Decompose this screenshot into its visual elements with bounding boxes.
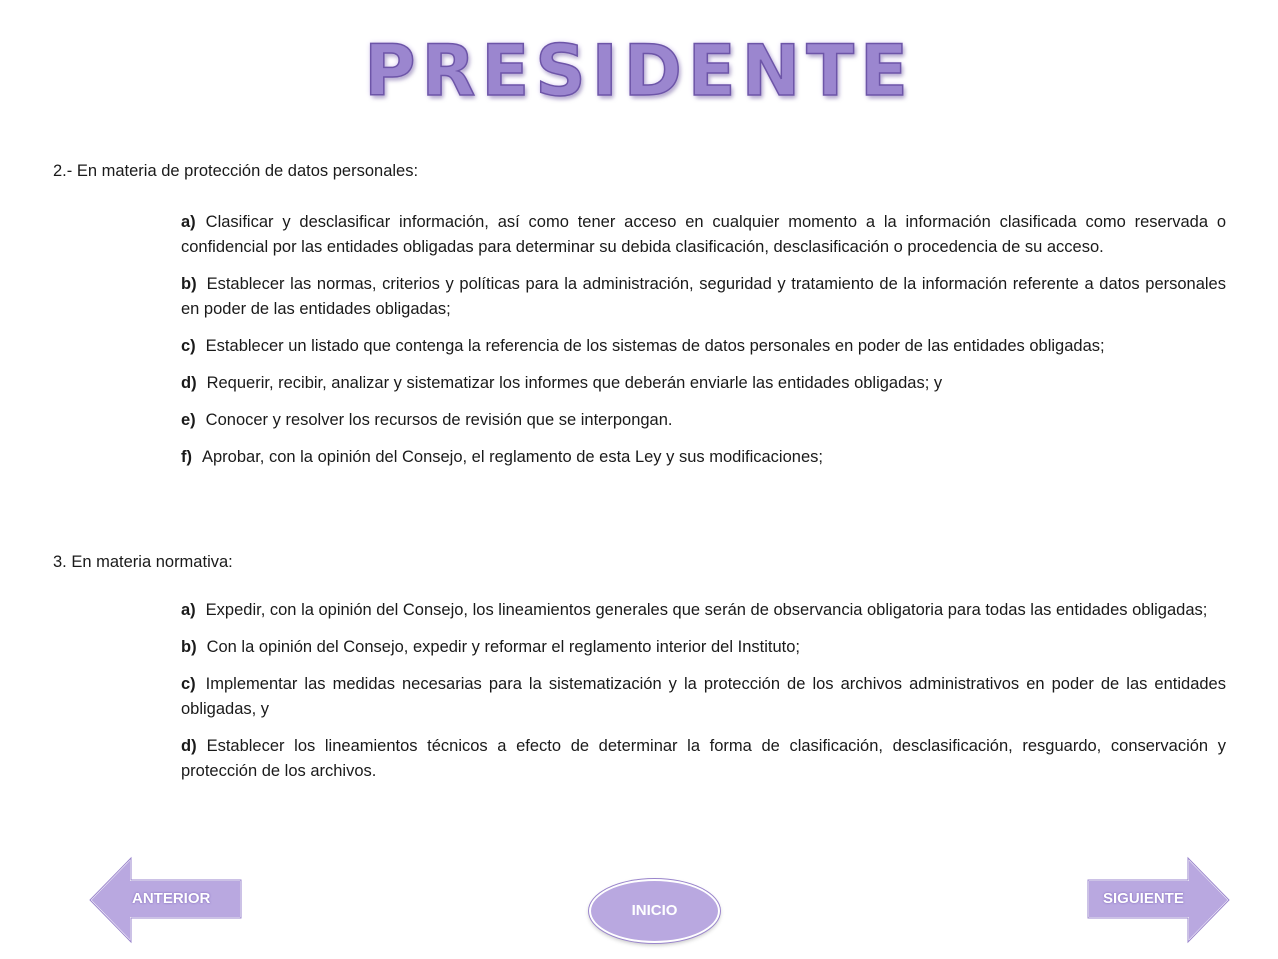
item-text: Expedir, con la opinión del Consejo, los lineamientos generales que serán de observancia obligatoria para todas las entidades obligadas; <box>205 601 1208 619</box>
item-letter: d) <box>181 737 197 755</box>
list-item <box>181 672 1226 722</box>
home-label: INICIO <box>631 902 678 919</box>
item-text: Aprobar, con la opinión del Consejo, el reglamento de esta Ley y sus modificaciones; <box>202 448 823 466</box>
item-text: Establecer los lineamientos técnicos a efecto de determinar la forma de clasificación, desclasificación, resguardo, conservación y protección de los archivos. <box>181 737 1226 780</box>
item-letter: b) <box>181 275 197 293</box>
section-heading-normative: 3. En materia normativa: <box>53 553 233 571</box>
previous-button[interactable] <box>88 856 242 944</box>
page-title: PRESIDENTE <box>364 30 914 112</box>
list-item <box>181 408 1226 433</box>
item-letter: c) <box>181 675 196 693</box>
list-item <box>181 272 1226 322</box>
next-button[interactable] <box>1087 856 1231 944</box>
item-text: Requerir, recibir, analizar y sistematizar los informes que deberán enviarle las entidades obligadas; y <box>206 374 943 392</box>
list-item <box>181 734 1226 784</box>
list-item <box>181 210 1226 260</box>
item-text: Establecer un listado que contenga la referencia de los sistemas de datos personales en poder de las entidades obligadas; <box>205 337 1105 355</box>
section-heading-data-protection: 2.- En materia de protección de datos personales: <box>53 162 419 180</box>
list-item <box>181 334 1226 359</box>
item-letter: d) <box>181 374 197 392</box>
item-text: Clasificar y desclasificar información, así como tener acceso en cualquier momento a la información clasificada como reservada o confidencial por las entidades obligadas para determinar su debida clasificación, desclasificación o procedencia de su acceso. <box>181 213 1226 256</box>
data-protection-list <box>181 210 1226 482</box>
home-button[interactable] <box>589 879 720 943</box>
normative-list <box>181 598 1226 796</box>
item-letter: c) <box>181 337 196 355</box>
list-item <box>181 445 1226 470</box>
list-item <box>181 598 1226 623</box>
item-text: Con la opinión del Consejo, expedir y reformar el reglamento interior del Instituto; <box>206 638 800 656</box>
item-letter: b) <box>181 638 197 656</box>
previous-label: ANTERIOR <box>132 890 211 907</box>
list-item <box>181 371 1226 396</box>
list-item <box>181 635 1226 660</box>
item-letter: f) <box>181 448 192 466</box>
item-letter: e) <box>181 411 196 429</box>
next-label: SIGUIENTE <box>1103 890 1184 907</box>
item-text: Establecer las normas, criterios y políticas para la administración, seguridad y tratamiento de la información referente a datos personales en poder de las entidades obligadas; <box>181 275 1226 318</box>
item-text: Implementar las medidas necesarias para la sistematización y la protección de los archivos administrativos en poder de las entidades obligadas, y <box>181 675 1226 718</box>
item-text: Conocer y resolver los recursos de revisión que se interpongan. <box>205 411 673 429</box>
item-letter: a) <box>181 213 196 231</box>
item-letter: a) <box>181 601 196 619</box>
